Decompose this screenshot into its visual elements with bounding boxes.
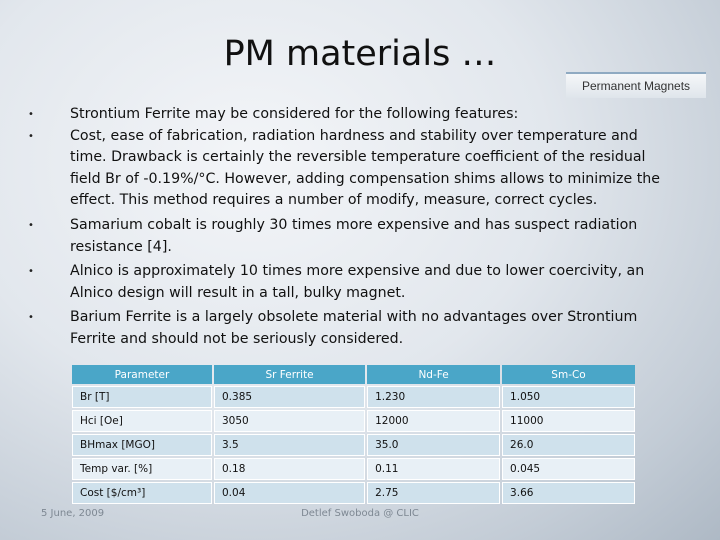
table-row [72,434,635,456]
table-cell: 0.18 [214,458,365,480]
table-cell: 2.75 [367,482,500,504]
table-cell: 3.66 [502,482,635,504]
table-row [72,410,635,432]
table-cell: 11000 [502,410,635,432]
bullet-item: • Alnico is approximately 10 times more expensive and due to lower coercivity, an Alnico design will result in a tall, bulky magnet. [28,261,678,304]
footer-author: Detlef Swoboda @ CLIC [301,508,419,519]
table-cell: 12000 [367,410,500,432]
table-cell: 3.5 [214,434,365,456]
header-sm-co: Sm-Co [502,365,635,384]
materials-table [70,363,637,506]
footer-date: 5 June, 2009 [41,508,105,519]
table-row [72,458,635,480]
table-row [72,386,635,408]
bullet-item: • Strontium Ferrite may be considered for the following features: [28,104,678,126]
slide-title: PM materials … [223,34,497,74]
table-cell: 26.0 [502,434,635,456]
header-nd-fe: Nd-Fe [367,365,500,384]
table-cell: Cost [$/cm³] [72,482,212,504]
table-row [72,482,635,504]
section-tag: Permanent Magnets [566,72,706,98]
table-cell: BHmax [MGO] [72,434,212,456]
table-cell: 0.04 [214,482,365,504]
table-cell: 1.050 [502,386,635,408]
bullet-item: • Barium Ferrite is a largely obsolete material with no advantages over Strontium Ferrite and should not be seriously considered. [28,307,678,350]
header-sr-ferrite: Sr Ferrite [214,365,365,384]
table-cell: Temp var. [%] [72,458,212,480]
table-cell: 0.385 [214,386,365,408]
table-cell: 0.045 [502,458,635,480]
bullet-list [28,104,678,351]
table-cell: 35.0 [367,434,500,456]
table-cell: 1.230 [367,386,500,408]
bullet-item: • Cost, ease of fabrication, radiation hardness and stability over temperature and time. Drawback is certainly the reversible temperature coefficient of the residual field Br of -0.19%/°C. However, adding compensation shims allows to minimize the effect. This method requires a number of modify, measure, correct cycles. [28,126,678,212]
header-parameter: Parameter [72,365,212,384]
table-cell: 0.11 [367,458,500,480]
table-cell: Hci [Oe] [72,410,212,432]
bullet-item: • Samarium cobalt is roughly 30 times more expensive and has suspect radiation resistance [4]. [28,215,678,258]
table-cell: 3050 [214,410,365,432]
table-cell: Br [T] [72,386,212,408]
table-header-row [72,365,635,384]
